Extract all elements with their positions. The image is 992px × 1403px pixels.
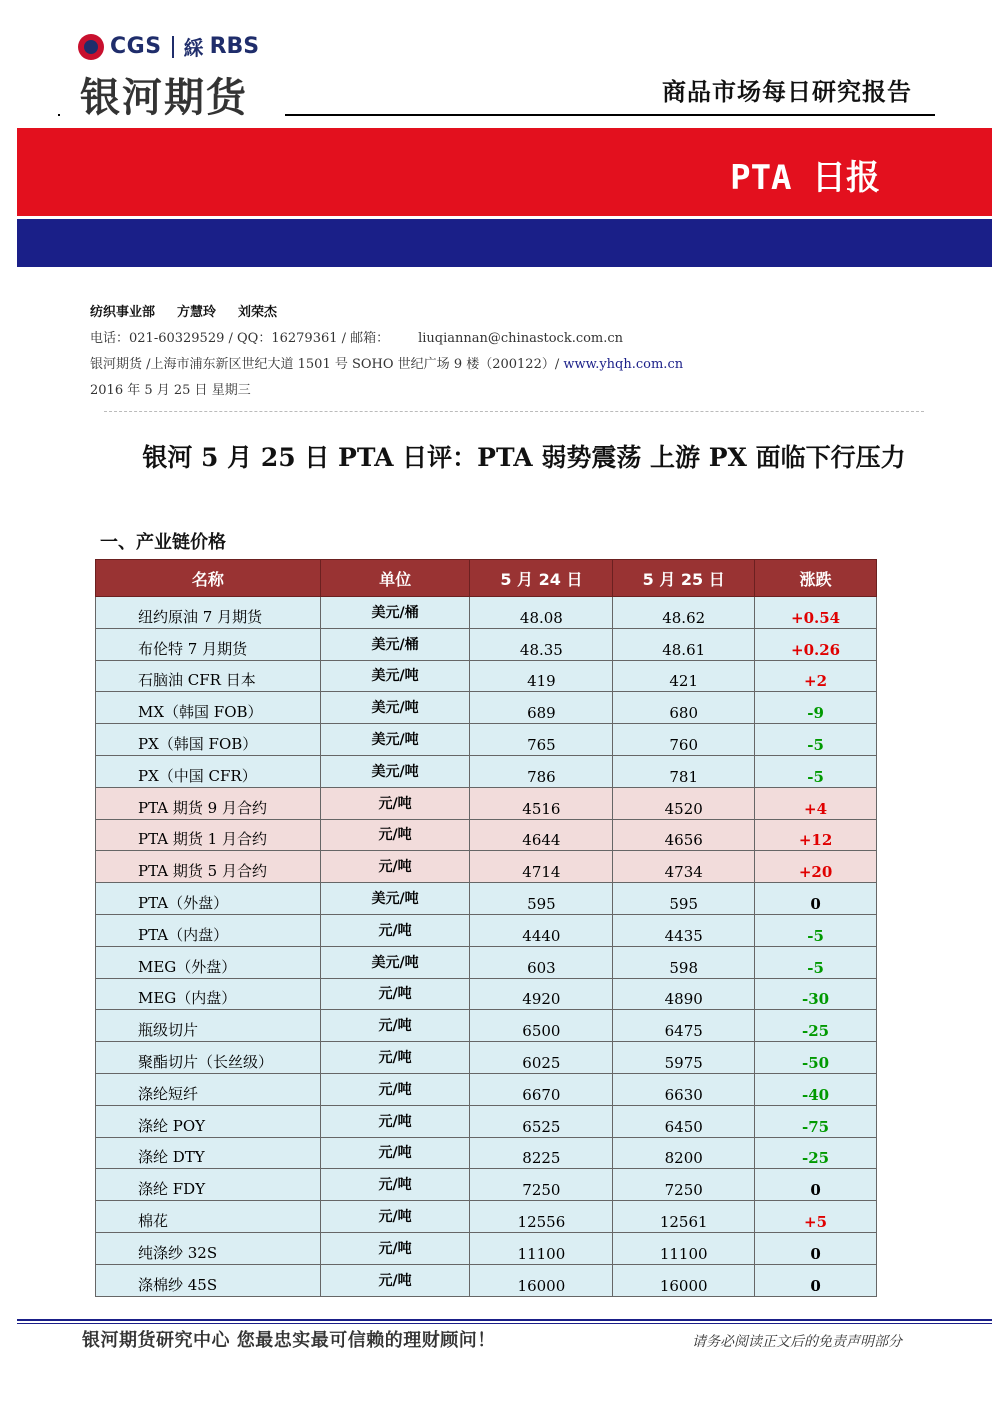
author-info <box>90 304 683 408</box>
cell-price-day1: 11100 <box>470 1232 613 1264</box>
author-name-1: 方慧玲 <box>177 305 217 320</box>
table-row <box>96 914 877 946</box>
table-row <box>96 724 877 756</box>
table-row <box>96 883 877 915</box>
cell-unit: 美元/吨 <box>320 883 470 915</box>
table-body <box>96 597 877 1297</box>
footer-divider <box>17 1319 992 1321</box>
table-row <box>96 851 877 883</box>
cell-price-day1: 4714 <box>470 851 613 883</box>
cell-change: -50 <box>755 1042 877 1074</box>
address-text: 银河期货 /上海市浦东新区世纪大道 1501 号 SOHO 世纪广场 9 楼（200122）/ <box>90 357 564 372</box>
table-row <box>96 1042 877 1074</box>
cell-price-day2: 680 <box>613 692 755 724</box>
cell-change: -30 <box>755 978 877 1010</box>
cell-name: 纯涤纱 32S <box>96 1232 321 1264</box>
banner-title: PTA 日报 <box>730 158 880 198</box>
cell-name: 聚酯切片（长丝级） <box>96 1042 321 1074</box>
logo-divider <box>172 36 174 58</box>
cell-name: PTA 期货 9 月合约 <box>96 787 321 819</box>
cell-unit: 元/吨 <box>320 1201 470 1233</box>
cell-change: +4 <box>755 787 877 819</box>
cell-price-day1: 4516 <box>470 787 613 819</box>
cell-price-day2: 760 <box>613 724 755 756</box>
cell-price-day2: 781 <box>613 755 755 787</box>
cell-name: PTA（内盘） <box>96 914 321 946</box>
cell-price-day1: 16000 <box>470 1264 613 1296</box>
cell-price-day1: 765 <box>470 724 613 756</box>
cell-price-day1: 48.08 <box>470 597 613 629</box>
cell-unit: 元/吨 <box>320 787 470 819</box>
cell-change: -75 <box>755 1105 877 1137</box>
cell-unit: 元/吨 <box>320 1232 470 1264</box>
title-banner <box>17 128 992 216</box>
cell-change: +5 <box>755 1201 877 1233</box>
cell-change: +0.54 <box>755 597 877 629</box>
cell-unit: 元/吨 <box>320 819 470 851</box>
navy-band <box>17 219 992 267</box>
company-logo <box>78 32 259 61</box>
cell-price-day1: 8225 <box>470 1137 613 1169</box>
table-row <box>96 1169 877 1201</box>
cell-price-day2: 4656 <box>613 819 755 851</box>
table-row <box>96 946 877 978</box>
cell-price-day2: 4435 <box>613 914 755 946</box>
cell-price-day1: 419 <box>470 660 613 692</box>
table-row <box>96 978 877 1010</box>
cell-name: PTA 期货 5 月合约 <box>96 851 321 883</box>
author-line <box>90 304 683 330</box>
report-type: 商品市场每日研究报告 <box>662 78 912 106</box>
section-title: 一、产业链价格 <box>100 532 226 553</box>
footer-slogan: 银河期货研究中心 您最忠实最可信赖的理财顾问！ <box>82 1330 496 1351</box>
table-row <box>96 1232 877 1264</box>
header-divider <box>285 114 935 116</box>
cell-unit: 美元/吨 <box>320 946 470 978</box>
cell-price-day2: 16000 <box>613 1264 755 1296</box>
table-row <box>96 597 877 629</box>
header-dot <box>58 114 60 116</box>
cell-change: +0.26 <box>755 628 877 660</box>
cell-change: 0 <box>755 1264 877 1296</box>
table-row <box>96 819 877 851</box>
cell-price-day2: 6450 <box>613 1105 755 1137</box>
cell-price-day2: 7250 <box>613 1169 755 1201</box>
cell-name: 涤纶 FDY <box>96 1169 321 1201</box>
cell-price-day2: 6475 <box>613 1010 755 1042</box>
cell-name: 纽约原油 7 月期货 <box>96 597 321 629</box>
cell-unit: 美元/桶 <box>320 597 470 629</box>
col-header-name: 名称 <box>96 560 321 597</box>
col-header-date2: 5 月 25 日 <box>613 560 755 597</box>
dashed-divider <box>104 411 924 412</box>
cell-change: +2 <box>755 660 877 692</box>
cell-unit: 美元/吨 <box>320 755 470 787</box>
cell-price-day2: 4520 <box>613 787 755 819</box>
cell-price-day2: 6630 <box>613 1073 755 1105</box>
table-row <box>96 1137 877 1169</box>
cell-price-day2: 12561 <box>613 1201 755 1233</box>
table-header-row <box>96 560 877 597</box>
cell-name: 涤纶 DTY <box>96 1137 321 1169</box>
cell-unit: 元/吨 <box>320 1010 470 1042</box>
table-row <box>96 1201 877 1233</box>
address-line <box>90 356 683 382</box>
report-date: 2016 年 5 月 25 日 星期三 <box>90 383 251 398</box>
cell-change: -5 <box>755 755 877 787</box>
table-row <box>96 1073 877 1105</box>
footer-disclaimer: 请务必阅读正文后的免责声明部分 <box>692 1334 902 1350</box>
cell-price-day2: 48.61 <box>613 628 755 660</box>
department: 纺织事业部 <box>90 305 156 320</box>
cell-price-day1: 7250 <box>470 1169 613 1201</box>
cell-price-day2: 11100 <box>613 1232 755 1264</box>
cell-name: PTA 期货 1 月合约 <box>96 819 321 851</box>
cell-change: +20 <box>755 851 877 883</box>
website-link[interactable]: www.yhqh.com.cn <box>563 357 684 372</box>
cell-price-day1: 4920 <box>470 978 613 1010</box>
cell-price-day2: 8200 <box>613 1137 755 1169</box>
rbs-logo-icon: 綵 <box>183 36 204 60</box>
cell-unit: 元/吨 <box>320 851 470 883</box>
author-name-2: 刘荣杰 <box>238 305 278 320</box>
cell-price-day2: 4734 <box>613 851 755 883</box>
col-header-date1: 5 月 24 日 <box>470 560 613 597</box>
table-row <box>96 755 877 787</box>
cell-price-day1: 603 <box>470 946 613 978</box>
cell-price-day1: 4644 <box>470 819 613 851</box>
col-header-change: 涨跌 <box>755 560 877 597</box>
cell-price-day2: 421 <box>613 660 755 692</box>
cell-name: 布伦特 7 月期货 <box>96 628 321 660</box>
table-row <box>96 1105 877 1137</box>
cell-price-day2: 48.62 <box>613 597 755 629</box>
cell-name: 瓶级切片 <box>96 1010 321 1042</box>
company-name: 银河期货 <box>80 75 248 121</box>
cell-name: MEG（外盘） <box>96 946 321 978</box>
cell-change: 0 <box>755 1169 877 1201</box>
cell-name: 涤纶 POY <box>96 1105 321 1137</box>
cell-price-day1: 6670 <box>470 1073 613 1105</box>
cell-change: -5 <box>755 724 877 756</box>
table-row <box>96 787 877 819</box>
cell-name: 石脑油 CFR 日本 <box>96 660 321 692</box>
cell-change: -9 <box>755 692 877 724</box>
cell-unit: 美元/吨 <box>320 660 470 692</box>
cell-price-day1: 48.35 <box>470 628 613 660</box>
cell-name: PX（韩国 FOB） <box>96 724 321 756</box>
logo-brand: CGS <box>110 34 162 59</box>
cell-unit: 美元/吨 <box>320 692 470 724</box>
cell-unit: 元/吨 <box>320 1073 470 1105</box>
cell-price-day2: 5975 <box>613 1042 755 1074</box>
cell-change: -5 <box>755 946 877 978</box>
cell-price-day1: 12556 <box>470 1201 613 1233</box>
cell-price-day2: 595 <box>613 883 755 915</box>
cell-change: -25 <box>755 1010 877 1042</box>
cell-unit: 元/吨 <box>320 1137 470 1169</box>
contact-text: 电话：021-60329529 / QQ：16279361 / 邮箱： <box>90 331 390 346</box>
cell-name: PTA（外盘） <box>96 883 321 915</box>
cell-price-day1: 689 <box>470 692 613 724</box>
table-row <box>96 1010 877 1042</box>
cell-name: 涤纶短纤 <box>96 1073 321 1105</box>
table-row <box>96 1264 877 1296</box>
cell-change: -5 <box>755 914 877 946</box>
cell-change: 0 <box>755 883 877 915</box>
cell-price-day1: 6500 <box>470 1010 613 1042</box>
col-header-unit: 单位 <box>320 560 470 597</box>
cell-name: 棉花 <box>96 1201 321 1233</box>
cell-price-day1: 786 <box>470 755 613 787</box>
contact-line <box>90 330 683 356</box>
email-link[interactable]: liuqiannan@chinastock.com.cn <box>418 331 624 346</box>
cell-change: +12 <box>755 819 877 851</box>
logo-partner: RBS <box>209 34 260 59</box>
cell-unit: 元/吨 <box>320 914 470 946</box>
report-headline: 银河 5 月 25 日 PTA 日评：PTA 弱势震荡 上游 PX 面临下行压力 <box>142 443 906 472</box>
price-table <box>95 559 877 1297</box>
cell-unit: 美元/吨 <box>320 724 470 756</box>
cell-unit: 元/吨 <box>320 1264 470 1296</box>
cell-change: -40 <box>755 1073 877 1105</box>
cell-name: MX（韩国 FOB） <box>96 692 321 724</box>
cell-unit: 元/吨 <box>320 1042 470 1074</box>
cell-change: -25 <box>755 1137 877 1169</box>
cell-name: PX（中国 CFR） <box>96 755 321 787</box>
cell-price-day1: 595 <box>470 883 613 915</box>
table-row <box>96 628 877 660</box>
cell-unit: 元/吨 <box>320 1169 470 1201</box>
cell-unit: 美元/桶 <box>320 628 470 660</box>
cell-change: 0 <box>755 1232 877 1264</box>
cell-price-day1: 6025 <box>470 1042 613 1074</box>
cell-price-day2: 598 <box>613 946 755 978</box>
cell-price-day1: 4440 <box>470 914 613 946</box>
cell-price-day2: 4890 <box>613 978 755 1010</box>
table-row <box>96 692 877 724</box>
cell-unit: 元/吨 <box>320 978 470 1010</box>
cell-unit: 元/吨 <box>320 1105 470 1137</box>
cgs-logo-icon <box>78 34 104 60</box>
cell-name: MEG（内盘） <box>96 978 321 1010</box>
footer-divider-thin <box>17 1323 992 1324</box>
cell-name: 涤棉纱 45S <box>96 1264 321 1296</box>
cell-price-day1: 6525 <box>470 1105 613 1137</box>
table-row <box>96 660 877 692</box>
